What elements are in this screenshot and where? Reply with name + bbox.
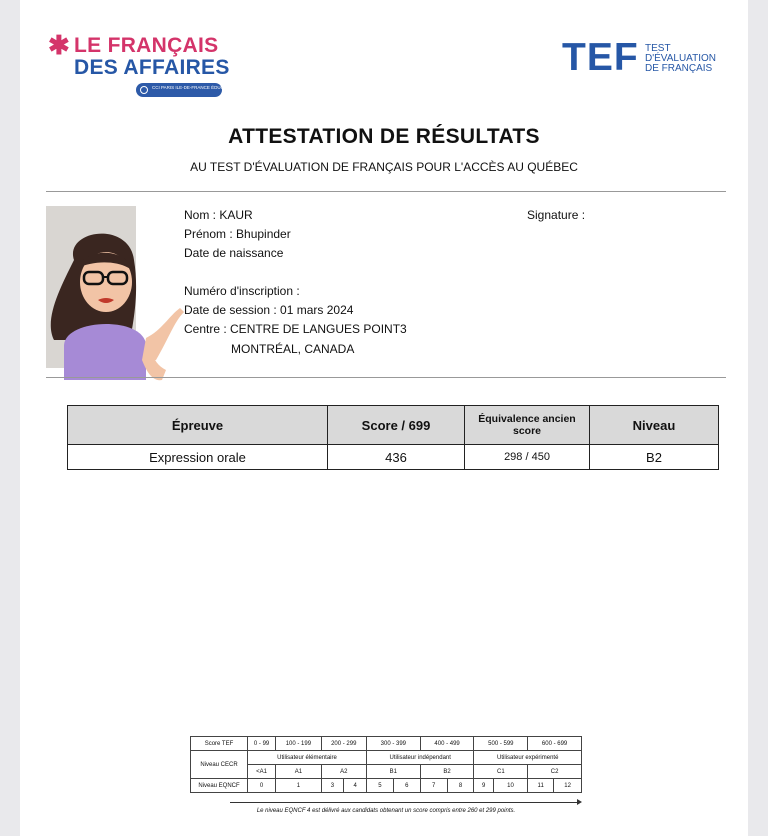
tef-logo — [562, 36, 732, 80]
asterisk-icon: ✱ — [48, 30, 70, 60]
scale-cecr-cell: C1 — [474, 765, 528, 779]
logo-line2: DES AFFAIRES — [74, 56, 230, 79]
scale-cecr-cell: B1 — [366, 765, 420, 779]
cell-equivalence: 298 / 450 — [465, 445, 590, 470]
results-row — [68, 445, 719, 470]
scale-footnote: Le niveau EQNCF 4 est délivré aux candidats obtenant un score compris entre 260 et 299 points. — [256, 808, 516, 814]
divider — [46, 191, 726, 192]
scale-eqncf-cell: 6 — [393, 779, 420, 793]
scale-eqncf-cell: 11 — [528, 779, 554, 793]
results-header-row — [68, 406, 719, 445]
header-score: Score / 699 — [328, 406, 465, 445]
scale-score-cell: 200 - 299 — [321, 737, 366, 751]
scale-eqncf-cell: 4 — [344, 779, 367, 793]
scale-eqncf-cell: 12 — [554, 779, 582, 793]
signature-label: Signature : — [527, 208, 586, 222]
scale-group-cell: Utilisateur élémentaire — [248, 751, 367, 765]
header-niveau: Niveau — [590, 406, 719, 445]
scale-score-cell: 100 - 199 — [276, 737, 321, 751]
header-equivalence: Équivalence ancien score — [465, 406, 590, 445]
logo-line1: LE FRANÇAIS — [74, 34, 219, 57]
scale-eqncf-cell: 7 — [420, 779, 447, 793]
scale-eqncf-cell: 5 — [366, 779, 393, 793]
scale-eqncf-cell: 0 — [248, 779, 276, 793]
scale-eqncf-cell: 1 — [276, 779, 321, 793]
test-centre-city: MONTRÉAL, CANADA — [231, 342, 355, 356]
scale-score-cell: 400 - 499 — [420, 737, 474, 751]
scale-score-cell: 300 - 399 — [366, 737, 420, 751]
candidate-registration: Numéro d'inscription : — [184, 284, 300, 298]
scale-row-score — [191, 737, 582, 751]
divider — [46, 377, 726, 378]
scale-eqncf-cell: 9 — [474, 779, 493, 793]
scale-row-eqncf — [191, 779, 582, 793]
scale-cecr-cell: B2 — [420, 765, 474, 779]
scale-cecr-cell: <A1 — [248, 765, 276, 779]
tef-wordmark: TEF — [562, 36, 639, 79]
cell-niveau: B2 — [590, 445, 719, 470]
page-title: ATTESTATION DE RÉSULTATS — [228, 125, 540, 148]
session-date: Date de session : 01 mars 2024 — [184, 303, 354, 317]
cell-epreuve: Expression orale — [68, 445, 328, 470]
cartoon-avatar-image — [34, 220, 184, 410]
cell-score: 436 — [328, 445, 465, 470]
scale-score-cell: 600 - 699 — [528, 737, 582, 751]
scale-label: Score TEF — [191, 737, 248, 751]
scale-label: Niveau CECR — [191, 751, 248, 779]
page-subtitle: AU TEST D'ÉVALUATION DE FRANÇAIS POUR L'ACCÈS AU QUÉBEC — [190, 160, 578, 174]
cci-circle-icon — [140, 86, 148, 94]
scale-score-cell: 500 - 599 — [474, 737, 528, 751]
scale-score-cell: 0 - 99 — [248, 737, 276, 751]
results-table — [67, 405, 719, 470]
scale-group-cell: Utilisateur indépendant — [366, 751, 473, 765]
candidate-nom: Nom : KAUR — [184, 208, 253, 222]
scale-group-cell: Utilisateur expérimenté — [474, 751, 582, 765]
level-scale-table — [190, 736, 582, 793]
scale-cecr-cell: A2 — [321, 765, 366, 779]
test-centre: Centre : CENTRE DE LANGUES POINT3 — [184, 322, 407, 336]
candidate-prenom: Prénom : Bhupinder — [184, 227, 291, 241]
scale-row-cecr — [191, 765, 582, 779]
header-epreuve: Épreuve — [68, 406, 328, 445]
cci-badge: CCI PARIS ILE-DE-FRANCE ÉDUCATION — [136, 83, 222, 97]
scale-arrow-icon — [230, 802, 580, 803]
candidate-birthdate: Date de naissance — [184, 246, 284, 260]
scale-cecr-cell: C2 — [528, 765, 582, 779]
scale-cecr-cell: A1 — [276, 765, 321, 779]
scale-eqncf-cell: 8 — [447, 779, 474, 793]
scale-row-groups — [191, 751, 582, 765]
scale-label: Niveau EQNCF — [191, 779, 248, 793]
scale-eqncf-cell: 3 — [321, 779, 344, 793]
scale-eqncf-cell: 10 — [493, 779, 527, 793]
tef-subtitle: TEST D'ÉVALUATION DE FRANÇAIS — [645, 43, 716, 74]
